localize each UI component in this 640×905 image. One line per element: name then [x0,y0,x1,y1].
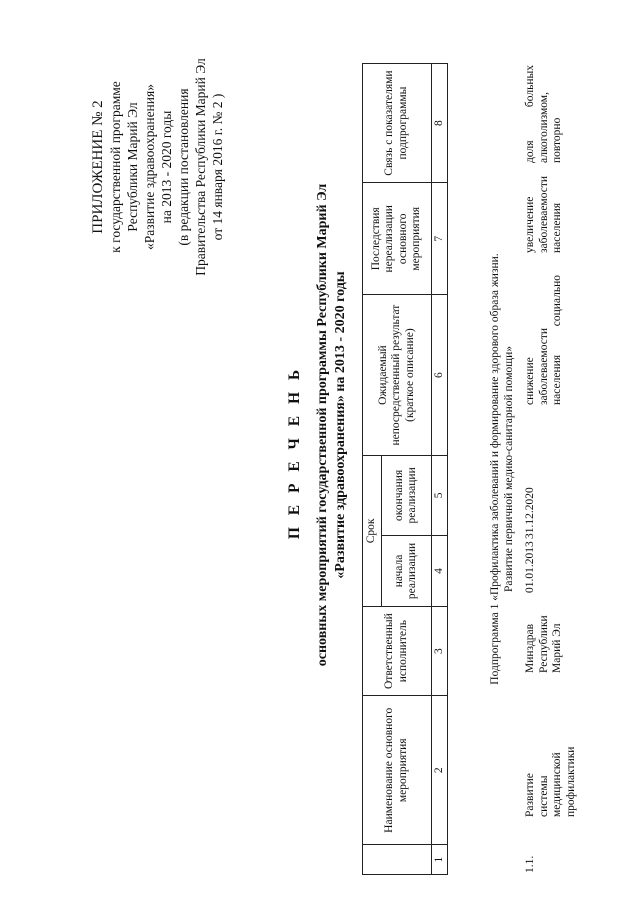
appendix-number: ПРИЛОЖЕНИЕ № 2 [90,100,106,234]
row-number: 1.1. [524,855,536,873]
appendix-line: Правительства Республики Марий Эл [193,58,208,276]
subprogram-heading [488,63,516,875]
col-number: 3 [431,606,448,695]
row-end-date: 31.12.2020 [524,487,536,539]
col-number: 1 [431,845,448,875]
appendix-line: от 14 января 2016 г. № 2 ) [210,93,225,241]
col-number: 8 [431,64,448,183]
appendix-line: на 2013 - 2020 годы [159,110,174,224]
subtitle-line: основных мероприятий государственной программы Республики Марий Эл [315,183,330,667]
subtitle-line: «Развитие здравоохранения» на 2013 - 2020 годы [333,271,348,579]
appendix-line: (в редакции постановления [176,88,191,246]
col-number: 6 [431,295,448,455]
document-subtitle [314,125,350,725]
appendix-header [90,27,226,307]
header-consequences: Последствия нереализации основного мероприятия [363,183,432,295]
header-responsible: Ответственный исполнитель [363,606,432,695]
header-end: окончания реализации [381,455,431,535]
document-title: П Е Р Е Ч Е Н Ь [286,365,303,540]
header-period: Срок [363,455,382,606]
measures-table [362,63,448,875]
header-start: начала реализации [381,535,431,606]
row-start-date: 01.01.2013 [524,541,536,593]
subprogram-line: Развитие первичной медико-санитарной помощи» [503,346,515,592]
appendix-line: «Развитие здравоохранения» [142,84,157,250]
header-name: Наименование основного мероприятия [363,696,432,845]
row-expected-result: снижение заболеваемости населения социально [524,275,563,405]
col-number: 4 [431,535,448,606]
col-number: 7 [431,183,448,295]
appendix-line: к государственной программе [108,81,123,253]
appendix-line: Республики Марий Эл [125,102,140,232]
header-num-cell [363,845,432,875]
header-expected: Ожидаемый непосредственный результат (краткое описание) [363,295,432,455]
col-number: 2 [431,696,448,845]
header-link: Связь с показателями подпрограммы [363,64,432,183]
row-responsible: Минздрав Республики Марий Эл [524,615,563,673]
row-consequences: увеличение заболеваемости населения [524,175,563,253]
subprogram-line: Подпрограмма 1 «Профилактика заболеваний и формирование здорового образа жизни. [489,253,501,685]
col-number: 5 [431,455,448,535]
row-indicator-link: доля больных алкоголизмом, повторно [524,65,563,163]
row-name: Развитие системы медицинской профилактики [524,746,577,817]
